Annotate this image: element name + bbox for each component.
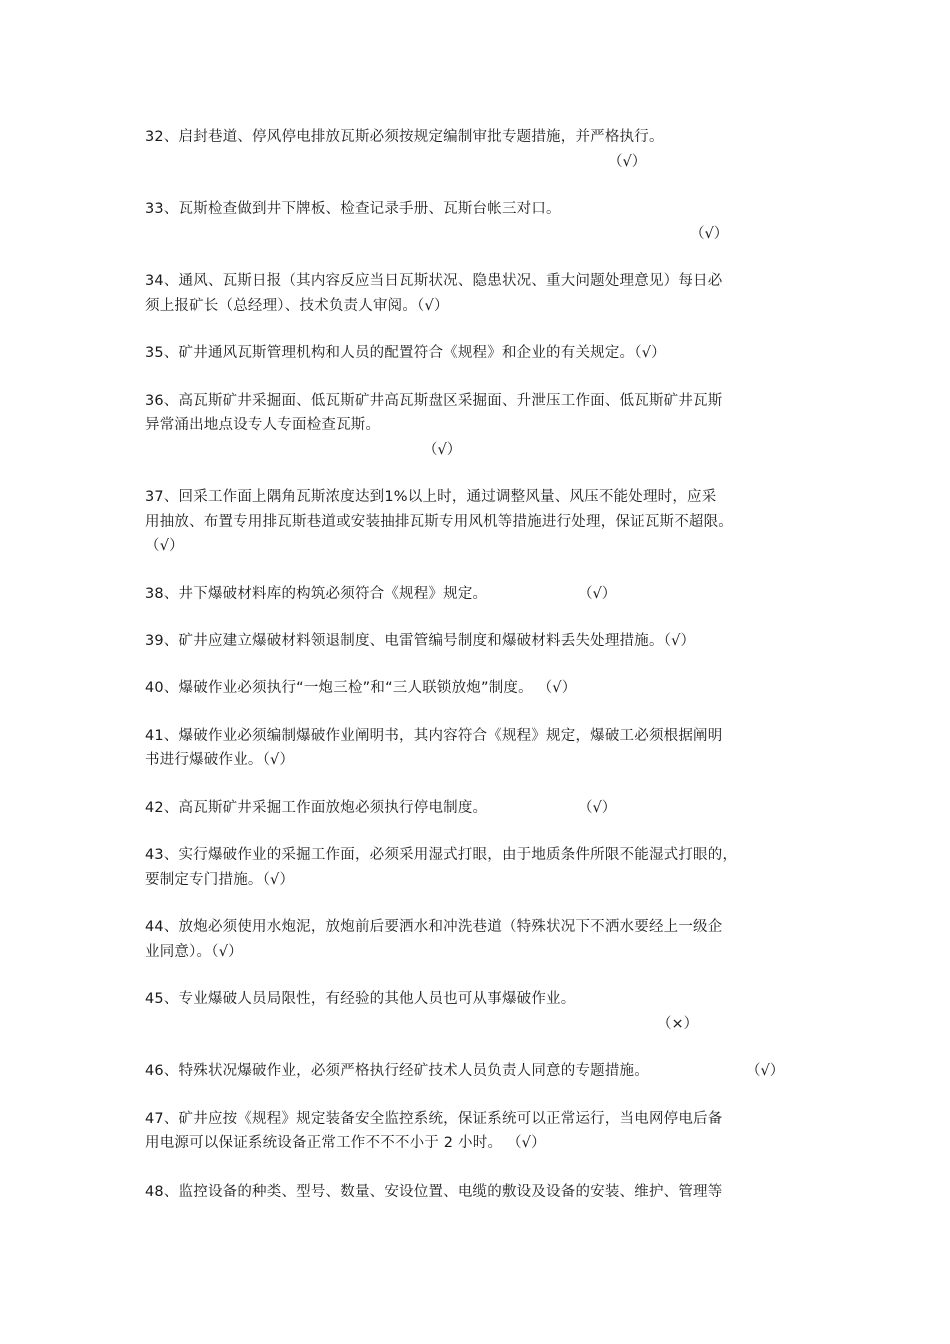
item-39-line-1: 39、矿井应建立爆破材料领退制度、电雷管编号制度和爆破材料丢失处理措施。（√） [145,633,696,649]
item-37-line-3: （√） [145,538,184,554]
item-41-line-2: 书进行爆破作业。（√） [145,752,295,768]
item-34-line-2: 须上报矿长（总经理）、技术负责人审阅。（√） [145,298,449,314]
item-45-answer-mark: （×） [657,1016,699,1032]
item-42-answer-mark: （√） [578,800,617,816]
item-37-line-1: 37、回采工作面上隅角瓦斯浓度达到1%以上时，通过调整风量、风压不能处理时，应采 [145,489,717,505]
item-34-line-1: 34、通风、瓦斯日报（其内容反应当日瓦斯状况、隐患状况、重大问题处理意见）每日必 [145,273,723,289]
item-46-line-1: 46、特殊状况爆破作业，必须严格执行经矿技术人员负责人同意的专题措施。 [145,1063,649,1079]
item-38-line-1: 38、井下爆破材料库的构筑必须符合《规程》规定。 [145,586,488,602]
item-48-line-1: 48、监控设备的种类、型号、数量、安设位置、电缆的敷设及设备的安装、维护、管理等 [145,1184,723,1200]
item-44-line-1: 44、放炮必须使用水炮泥，放炮前后要洒水和冲洗巷道（特殊状况下不洒水要经上一级企 [145,919,723,935]
item-38-answer-mark: （√） [578,586,617,602]
item-47-line-1: 47、矿井应按《规程》规定装备安全监控系统，保证系统可以正常运行，当电网停电后备 [145,1111,723,1127]
item-36-line-1: 36、高瓦斯矿井采掘面、低瓦斯矿井高瓦斯盘区采掘面、升泄压工作面、低瓦斯矿井瓦斯 [145,393,723,409]
item-46-answer-mark: （√） [746,1063,785,1079]
item-36-answer-mark: （√） [423,442,462,458]
item-36-line-2: 异常涌出地点设专人专面检查瓦斯。 [145,417,381,433]
item-37-line-2: 用抽放、布置专用排瓦斯巷道或安装抽排瓦斯专用风机等措施进行处理，保证瓦斯不超限。 [145,514,733,530]
item-32-line-1: 32、启封巷道、停风停电排放瓦斯必须按规定编制审批专题措施，并严格执行。 [145,129,664,145]
item-45-line-1: 45、专业爆破人员局限性，有经验的其他人员也可从事爆破作业。 [145,991,576,1007]
item-43-line-2: 要制定专门措施。（√） [145,872,295,888]
item-47-line-2: 用电源可以保证系统设备正常工作不不不小于 2 小时。 （√） [145,1135,546,1151]
item-33-answer-mark: （√） [690,226,729,242]
item-44-line-2: 业同意）。（√） [145,944,243,960]
item-32-answer-mark: （√） [608,154,647,170]
item-35-line-1: 35、矿井通风瓦斯管理机构和人员的配置符合《规程》和企业的有关规定。（√） [145,345,666,361]
item-41-line-1: 41、爆破作业必须编制爆破作业阐明书，其内容符合《规程》规定，爆破工必须根据阐明 [145,728,723,744]
item-43-line-1: 43、实行爆破作业的采掘工作面，必须采用湿式打眼，由于地质条件所限不能湿式打眼的， [145,847,738,863]
item-33-line-1: 33、瓦斯检查做到井下牌板、检查记录手册、瓦斯台帐三对口。 [145,201,561,217]
item-40-line-1: 40、爆破作业必须执行“一炮三检”和“三人联锁放炮”制度。 （√） [145,680,577,696]
item-42-line-1: 42、高瓦斯矿井采掘工作面放炮必须执行停电制度。 [145,800,488,816]
